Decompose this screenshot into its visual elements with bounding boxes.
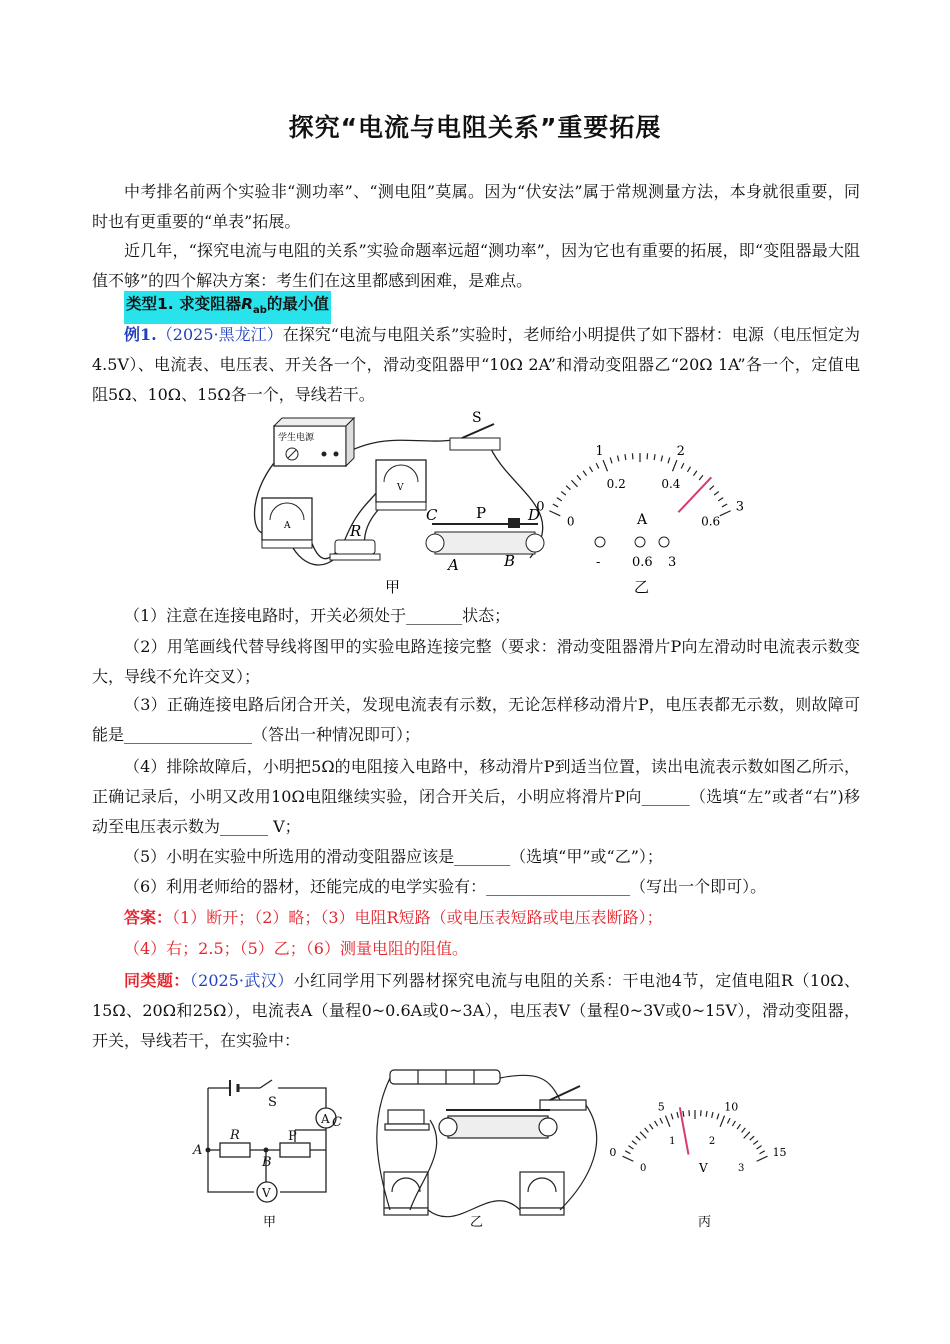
junction-dot <box>206 1148 211 1153</box>
dial-tick <box>693 471 696 476</box>
example1-source: （2025·黑龙江） <box>156 325 283 344</box>
dial-tick <box>722 504 727 507</box>
dial-needle <box>678 477 711 512</box>
dial-tick <box>610 458 612 464</box>
section-var-subscript: ab <box>253 305 267 317</box>
dial-tick <box>709 486 713 490</box>
page-title: 探究“电流与电阻关系”重要拓展 <box>288 113 662 142</box>
dial-label-top: 0 <box>536 499 545 515</box>
svg-text:R: R <box>350 522 362 540</box>
dial-tick <box>718 498 723 501</box>
dial-label-top: 2 <box>676 443 685 459</box>
dial-label-top: 3 <box>735 499 744 515</box>
dial-label-top: 1 <box>595 443 604 459</box>
dial-tick <box>628 1146 633 1149</box>
figure2-caption-3: 丙 <box>698 1215 712 1230</box>
similar-text: 小红同学用下列器材探究电流与电阻的关系：干电池4节，定值电阻R（10Ω、15Ω、20Ω和25Ω），电流表A（量程0~0.6A或0~3A），电压表V（量程0~3V或0~15V），滑动变阻器，开关，导线若干，在实验中： <box>92 971 860 1050</box>
example1-figure <box>240 408 760 600</box>
dial-tick <box>683 1111 684 1117</box>
dial-tick <box>553 504 558 507</box>
dial-needle <box>680 1107 689 1154</box>
label-S: S <box>472 410 482 426</box>
answer-line-1: 答案：（1）断开；（2）略；（3）电阻R短路（或电压表短路或电压表断路）； <box>124 908 663 927</box>
question-1: （1）注意在连接电路时，开关必须处于_______状态； <box>124 606 511 625</box>
dial-tick <box>603 460 607 471</box>
question-6: （6）利用老师给的器材，还能完成的电学实验有：__________________（写出一个即可）。 <box>124 877 767 896</box>
answer-line-2: （4）右；2.5；（5）乙；（6）测量电阻的阻值。 <box>124 939 468 958</box>
similar-figure <box>190 1060 810 1235</box>
dial-label-bottom: 0.2 <box>606 477 626 492</box>
svg-text:V: V <box>397 483 404 493</box>
voltmeter-device <box>376 460 426 510</box>
dial-tick <box>640 1132 646 1139</box>
dial-tick <box>577 475 581 480</box>
ammeter-terminals <box>595 537 676 570</box>
similar-paragraph <box>92 966 860 1056</box>
dial-tick <box>757 1156 768 1161</box>
dial-label-top: 0 <box>609 1145 617 1159</box>
dial-tick <box>654 454 655 460</box>
dial-tick <box>732 1121 735 1126</box>
dial-label-bottom: 0 <box>566 514 575 529</box>
dial-tick <box>625 1151 630 1154</box>
dial-tick <box>717 1114 719 1120</box>
dial-tick <box>571 480 577 487</box>
example1-text: 在探究“电流与电阻关系”实验时，老师给小明提供了如下器材：电源（电压恒定为4.5V）、电流表、电压表、开关各一个，滑动变阻器甲“10Ω 2A”和滑动变阻器乙“20Ω 1A”各一个，定值电阻5Ω、10Ω、15Ω各一个，导线若干。 <box>92 325 860 404</box>
dial-tick <box>727 1118 730 1123</box>
dial-tick <box>625 454 626 460</box>
dial-label-bottom: 3 <box>737 1163 745 1175</box>
intro-paragraph-2: 近几年，“探究电流与电阻的关系”实验命题率远超“测功率”，因为它也有重要的拓展，即“变阻器最大阻值不够”的四个解决方案：考生们在这里都感到困难，是难点。 <box>92 241 860 290</box>
svg-text:B: B <box>262 1155 272 1170</box>
dial-tick <box>665 1116 669 1127</box>
dial-tick <box>757 1146 762 1149</box>
dial-label-bottom: 2 <box>708 1135 716 1147</box>
question-3: （3）正确连接电路后闭合开关，发现电流表有示数，无论怎样移动滑片P，电压表都无示数，则故障可能是________________（答出一种情况即可）； <box>92 695 860 744</box>
answer-label: 答案： <box>124 908 173 927</box>
junction-dot <box>264 1148 269 1153</box>
voltmeter-dial <box>609 1100 786 1174</box>
rheostat <box>426 504 544 574</box>
dial-tick <box>699 475 703 480</box>
similar-label: 同类题： <box>124 971 190 990</box>
dial-tick <box>714 491 719 495</box>
dial-tick <box>632 1141 637 1145</box>
dial-tick <box>737 1124 740 1129</box>
ammeter-unit: A <box>637 512 648 528</box>
figure1-caption-right: 乙 <box>634 578 650 596</box>
dial-tick <box>655 1121 658 1126</box>
svg-text:V: V <box>262 1186 271 1200</box>
wire <box>340 438 465 456</box>
dial-tick <box>753 1141 758 1145</box>
resistor-R <box>330 522 380 560</box>
voltmeter-unit: V <box>699 1161 708 1175</box>
switch <box>450 410 500 450</box>
dial-tick <box>742 1128 746 1133</box>
dial-tick <box>645 1128 649 1133</box>
dial-label-bottom: 0.4 <box>661 477 681 492</box>
dial-tick <box>668 458 670 464</box>
dial-tick <box>557 498 562 501</box>
dial-tick <box>622 1156 633 1161</box>
dial-tick <box>706 1111 707 1117</box>
dial-tick <box>561 491 566 495</box>
svg-text:A: A <box>448 556 459 574</box>
dial-label-bottom: 1 <box>669 1135 676 1147</box>
dial-tick <box>744 1132 750 1139</box>
dial-tick <box>672 460 676 471</box>
figure2-caption-1: 甲 <box>263 1215 277 1230</box>
dial-tick <box>681 463 684 468</box>
dial-tick <box>750 1136 754 1140</box>
svg-text:P: P <box>288 1129 297 1144</box>
svg-text:A: A <box>284 521 291 531</box>
section-heading: 类型1. 求变阻器$R_{ab}$的最小值 <box>124 291 331 324</box>
dial-tick <box>636 1136 640 1140</box>
svg-text:S: S <box>268 1095 277 1110</box>
example1-paragraph <box>92 320 860 410</box>
dial-label-top: 15 <box>772 1145 787 1159</box>
figure1-caption-left: 甲 <box>385 578 401 596</box>
power-supply <box>274 418 354 466</box>
dial-tick <box>720 1116 724 1127</box>
dial-tick <box>661 456 662 462</box>
dial-tick <box>583 471 586 476</box>
dial-label-bottom: 0.6 <box>701 514 721 529</box>
svg-text:C: C <box>426 506 438 524</box>
dial-tick <box>618 456 619 462</box>
question-4: （4）排除故障后，小明把5Ω的电阻接入电路中，移动滑片P到适当位置，读出电流表示数如图乙所示，正确记录后，小明又改用10Ω电阻继续实验，闭合开关后，小明应将滑片P向______（选填“左”或者“右”)移动至电压表示数为______ V； <box>92 757 860 836</box>
power-supply-label: 学生电源 <box>278 433 315 443</box>
ammeter-device <box>262 498 312 548</box>
dial-tick <box>712 1112 713 1118</box>
dial-tick <box>566 486 570 490</box>
circuit-diagram <box>208 1080 326 1192</box>
svg-text:P: P <box>476 504 487 522</box>
question-2: （2）用笔画线代替导线将图甲的实验电路连接完整（要求：滑动变阻器滑片P向左滑动时电流表示数变大，导线不允许交叉）； <box>92 637 860 686</box>
dial-label-top: 10 <box>724 1100 739 1114</box>
dial-tick <box>687 467 690 472</box>
dial-tick <box>660 1118 663 1123</box>
dial-label-bottom: 0 <box>640 1163 647 1175</box>
svg-text:0.6: 0.6 <box>632 555 653 570</box>
example1-label: 例1. <box>124 325 157 344</box>
dial-tick <box>677 1112 678 1118</box>
svg-text:R: R <box>230 1128 240 1143</box>
question-5: （5）小明在实验中所选用的滑动变阻器应该是_______（选填“甲”或“乙”）； <box>124 847 663 866</box>
dial-tick <box>596 463 599 468</box>
dial-tick <box>549 511 560 516</box>
dial-tick <box>649 1124 652 1129</box>
intro-paragraph-1: 中考排名前两个实验非“测功率”、“测电阻”莫属。因为“伏安法”属于常规测量方法，本身就很重要，同时也有更重要的“单表”拓展。 <box>92 182 860 231</box>
svg-text:-: - <box>596 555 601 570</box>
svg-text:3: 3 <box>668 555 677 570</box>
dial-tick <box>760 1151 765 1154</box>
section-var: R <box>241 295 254 313</box>
dial-tick <box>589 467 592 472</box>
svg-text:D: D <box>528 506 541 524</box>
dial-tick <box>671 1114 673 1120</box>
svg-text:A: A <box>321 1112 330 1126</box>
svg-text:A: A <box>193 1143 203 1158</box>
dial-label-top: 5 <box>657 1100 665 1114</box>
svg-text:B: B <box>504 552 516 570</box>
svg-text:C: C <box>332 1115 342 1130</box>
similar-source: （2025·武汉） <box>189 971 294 990</box>
figure2-caption-2: 乙 <box>470 1215 484 1230</box>
dial-tick <box>720 511 731 516</box>
